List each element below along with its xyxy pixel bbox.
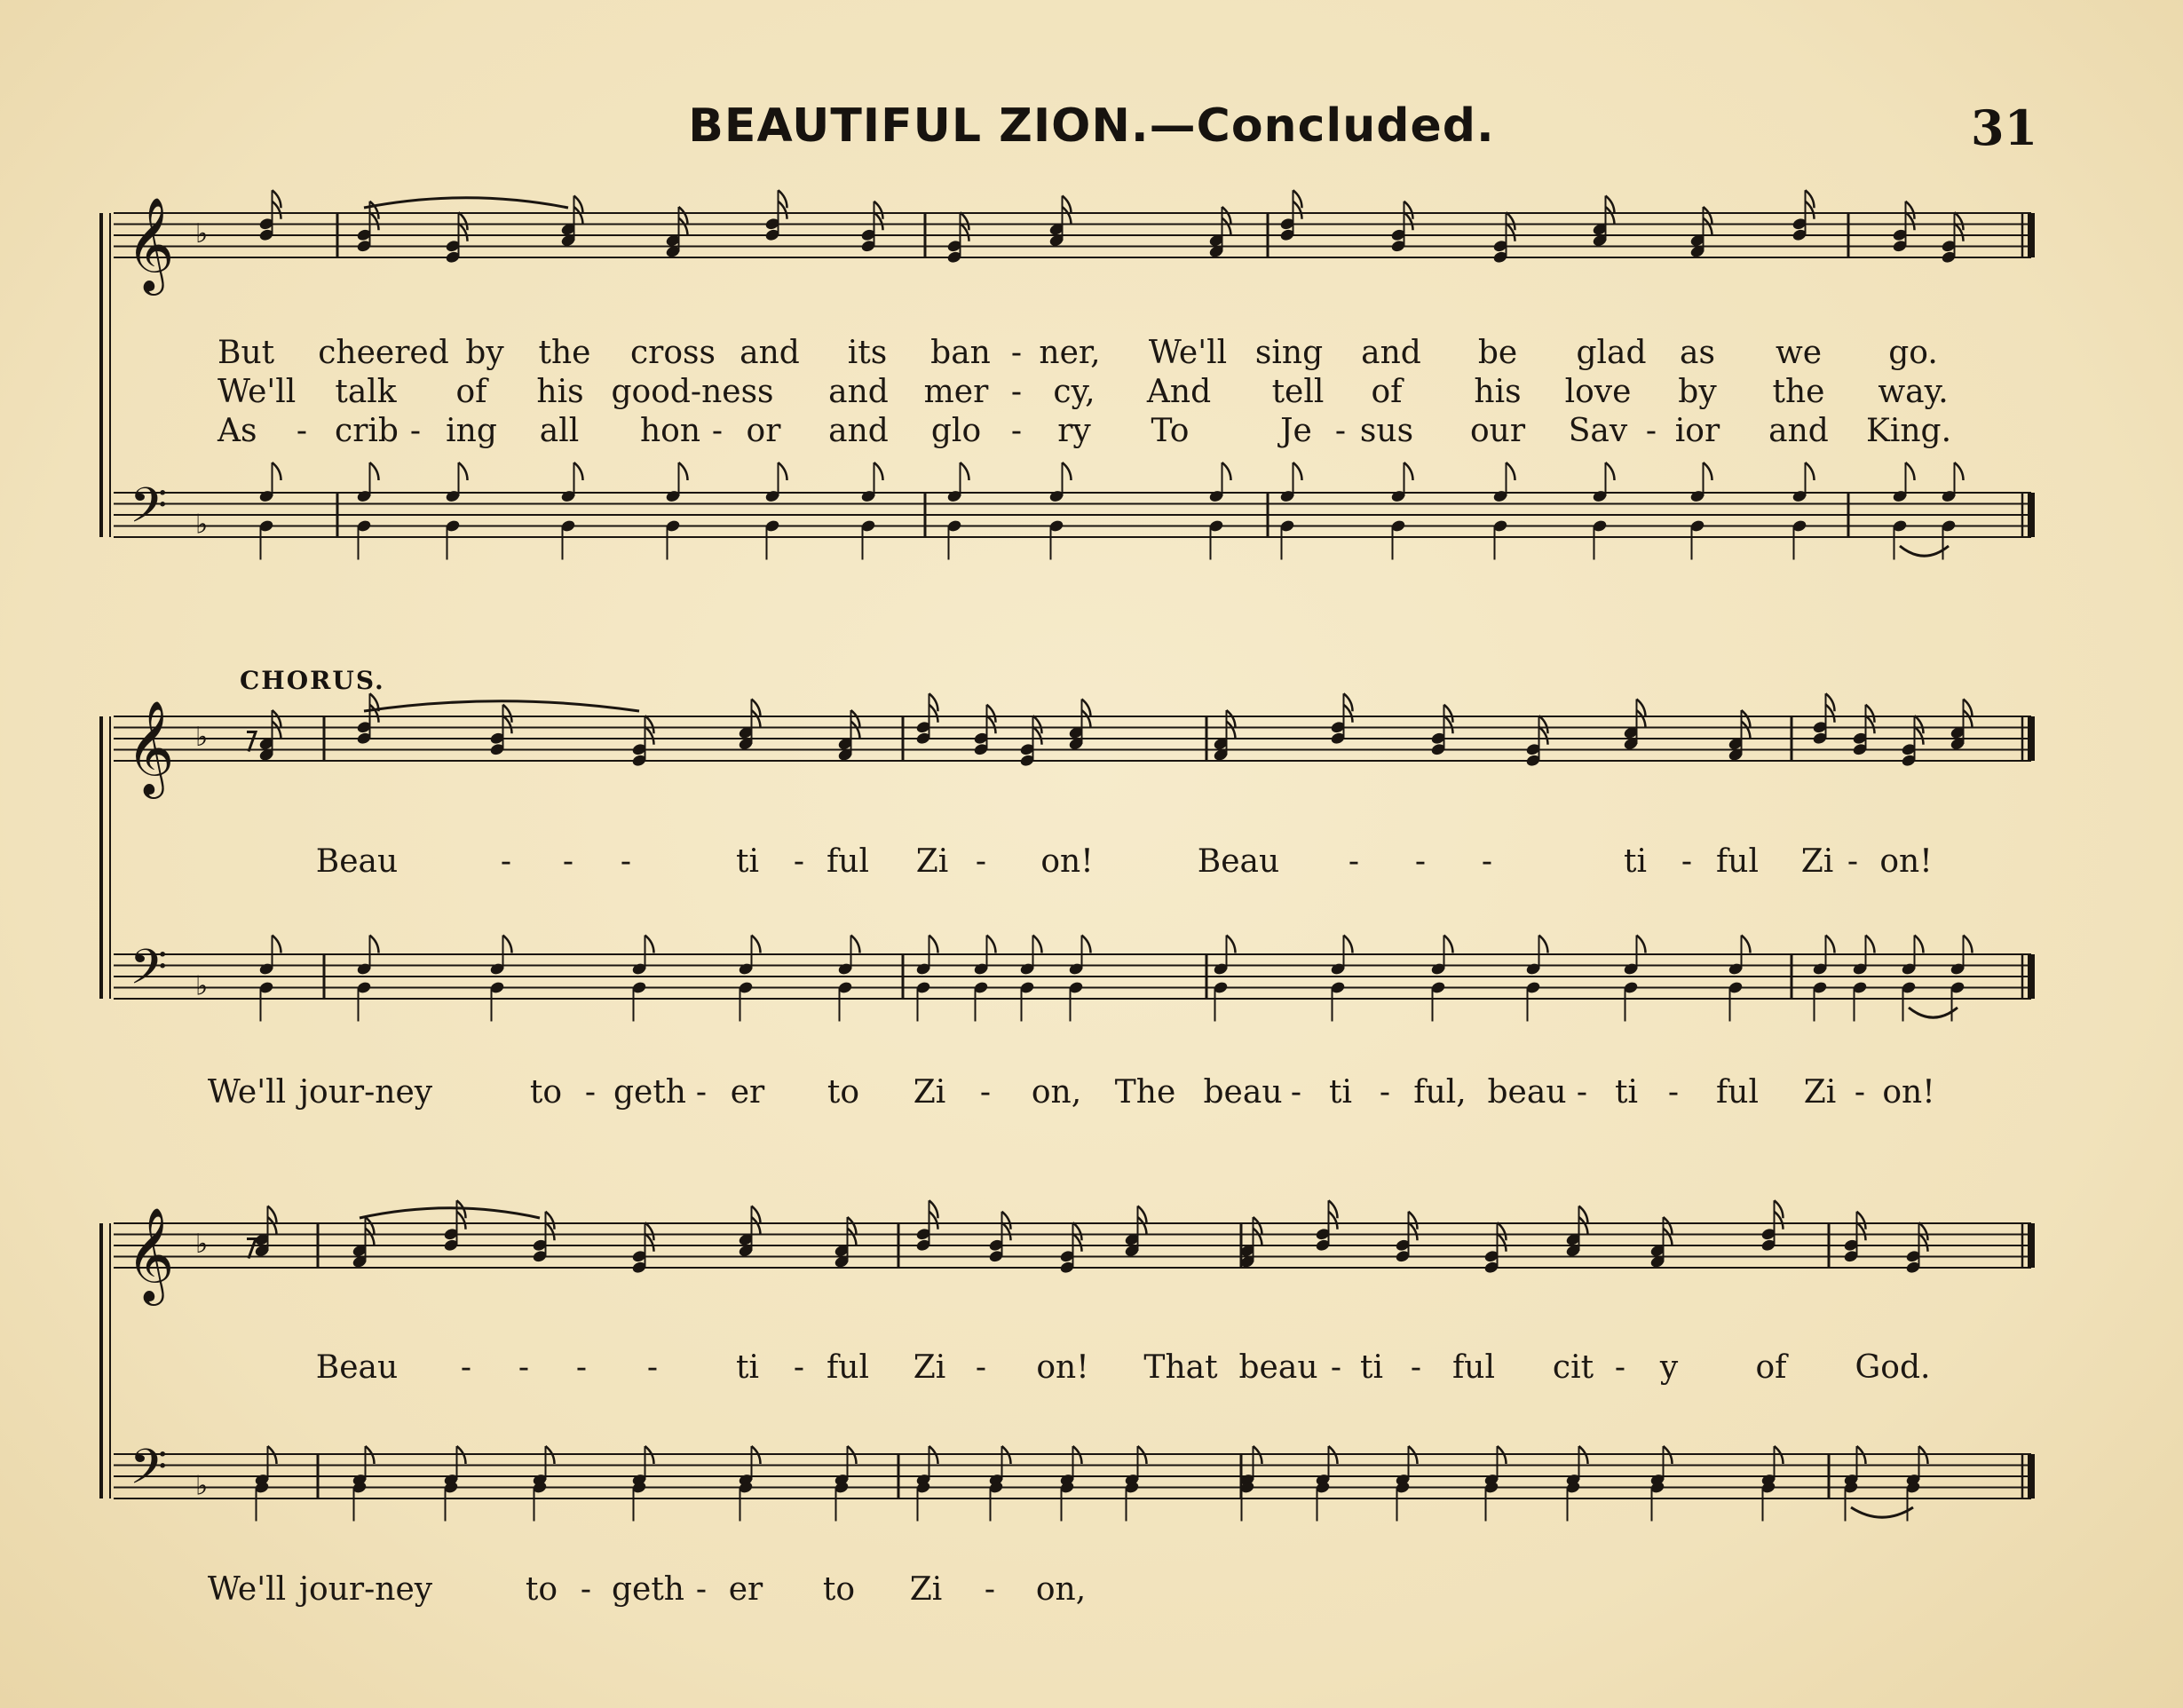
lyric-syllable: Zi bbox=[913, 1074, 946, 1111]
lyric-syllable: We'll bbox=[207, 1074, 287, 1111]
lyric-syllable: his bbox=[536, 374, 584, 410]
lyric-syllable: The bbox=[1114, 1074, 1176, 1111]
tie bbox=[364, 198, 568, 208]
tie bbox=[1909, 1008, 1958, 1017]
note-flag bbox=[1404, 463, 1413, 480]
note-flag bbox=[1742, 936, 1751, 953]
lyric-syllable: ti bbox=[1624, 843, 1647, 880]
lyric-syllable: We'll bbox=[218, 374, 297, 410]
note-flag bbox=[1637, 936, 1646, 953]
lyric-syllable: - bbox=[562, 843, 574, 880]
lyric-syllable: Zi bbox=[1800, 843, 1834, 880]
note-flag bbox=[874, 463, 883, 480]
lyric-syllable: ti bbox=[1615, 1074, 1638, 1111]
lyric-syllable: - bbox=[1667, 1074, 1680, 1111]
lyric-syllable: - bbox=[979, 1074, 992, 1111]
lyric-syllable: - bbox=[1010, 374, 1023, 410]
lyric-syllable: - bbox=[1847, 843, 1859, 880]
bass-clef: 𝄢 bbox=[130, 1438, 168, 1507]
lyric-syllable: y bbox=[1659, 1349, 1679, 1386]
lyric-syllable: - bbox=[711, 413, 724, 449]
lyric-syllable: ful bbox=[1715, 1074, 1760, 1111]
lyric-syllable: - bbox=[409, 413, 422, 449]
treble-clef: 𝄞 bbox=[126, 196, 175, 291]
lyric-syllable: ful bbox=[1451, 1349, 1496, 1386]
flat-sign: ♭ bbox=[195, 970, 209, 1002]
lyric-syllable: to bbox=[529, 1074, 563, 1111]
lyric-syllable: hon bbox=[639, 413, 701, 449]
lyric-syllable: glad bbox=[1576, 335, 1647, 371]
note-flag bbox=[929, 936, 938, 953]
note-flag bbox=[1082, 936, 1091, 953]
lyric-syllable: We'll bbox=[1148, 335, 1228, 371]
lyric-syllable: - bbox=[975, 843, 987, 880]
lyric-syllable: King. bbox=[1865, 413, 1952, 449]
note-flag bbox=[1293, 463, 1302, 480]
lyric-syllable: cheered bbox=[318, 335, 449, 371]
lyric-syllable: geth bbox=[613, 1074, 687, 1111]
lyric-syllable: - bbox=[296, 413, 308, 449]
lyric-syllable: on! bbox=[1879, 843, 1933, 880]
note-flag bbox=[1444, 936, 1453, 953]
lyric-syllable: - bbox=[1481, 843, 1493, 880]
lyric-syllable: - bbox=[1010, 335, 1023, 371]
note-flag bbox=[679, 463, 688, 480]
lyric-syllable: beau bbox=[1203, 1074, 1283, 1111]
lyric-syllable: Beau bbox=[1197, 843, 1280, 880]
lyric-syllable: to bbox=[827, 1074, 860, 1111]
note-flag bbox=[1955, 463, 1964, 480]
note-flag bbox=[1704, 463, 1712, 480]
tie bbox=[1851, 1507, 1913, 1517]
lyric-syllable: ior bbox=[1674, 413, 1720, 449]
note-flag bbox=[1063, 463, 1072, 480]
lyric-syllable: Je bbox=[1280, 413, 1312, 449]
note-flag bbox=[1344, 936, 1353, 953]
lyric-syllable: go. bbox=[1888, 335, 1938, 371]
lyric-syllable: Sav bbox=[1568, 413, 1628, 449]
lyric-syllable: - bbox=[1410, 1349, 1422, 1386]
lyric-syllable: beau bbox=[1238, 1349, 1318, 1386]
lyric-syllable: - bbox=[620, 843, 632, 880]
note-flag bbox=[459, 463, 468, 480]
lyric-syllable: ful bbox=[826, 1349, 870, 1386]
eighth-rest bbox=[247, 1239, 256, 1259]
lyric-syllable: jour-ney bbox=[298, 1571, 433, 1608]
lyric-syllable: be bbox=[1477, 335, 1518, 371]
lyric-syllable: Beau bbox=[315, 1349, 399, 1386]
lyric-syllable: good-ness bbox=[611, 374, 774, 410]
lyric-syllable: - bbox=[1010, 413, 1023, 449]
lyric-syllable: sing bbox=[1254, 335, 1324, 371]
lyric-syllable: and bbox=[1768, 413, 1829, 449]
lyric-syllable: - bbox=[1614, 1349, 1626, 1386]
lyric-syllable: Zi bbox=[913, 1349, 946, 1386]
lyric-syllable: and bbox=[828, 413, 889, 449]
lyric-syllable: That bbox=[1143, 1349, 1218, 1386]
lyric-syllable: ti bbox=[1360, 1349, 1383, 1386]
lyric-syllable: - bbox=[1645, 413, 1657, 449]
lyric-syllable: and bbox=[1361, 335, 1421, 371]
note-flag bbox=[273, 936, 281, 953]
lyric-syllable: ban bbox=[930, 335, 991, 371]
note-flag bbox=[645, 936, 654, 953]
lyric-syllable: - bbox=[1854, 1074, 1866, 1111]
lyric-syllable: talk bbox=[335, 374, 397, 410]
lyric-syllable: its bbox=[847, 335, 888, 371]
lyric-syllable: of bbox=[455, 374, 487, 410]
lyric-syllable: - bbox=[695, 1074, 708, 1111]
lyric-syllable: ner, bbox=[1039, 335, 1101, 371]
lyric-syllable: of bbox=[1755, 1349, 1787, 1386]
bass-clef: 𝄢 bbox=[130, 938, 168, 1008]
note-flag bbox=[987, 936, 996, 953]
lyric-syllable: cit bbox=[1552, 1349, 1594, 1386]
note-flag bbox=[1222, 463, 1231, 480]
note-flag bbox=[574, 463, 583, 480]
lyric-syllable: ry bbox=[1057, 413, 1091, 449]
lyric-syllable: ful bbox=[826, 843, 870, 880]
lyric-syllable: - bbox=[793, 843, 805, 880]
tie bbox=[360, 1208, 540, 1218]
lyric-syllable: on! bbox=[1882, 1074, 1935, 1111]
note-flag bbox=[752, 936, 761, 953]
lyric-syllable: - bbox=[1290, 1074, 1302, 1111]
lyric-syllable: tell bbox=[1271, 374, 1325, 410]
tie bbox=[1900, 546, 1949, 556]
lyric-syllable: ful, bbox=[1413, 1074, 1467, 1111]
lyric-syllable: sus bbox=[1359, 413, 1414, 449]
lyric-syllable: all bbox=[539, 413, 580, 449]
lyric-syllable: beau bbox=[1487, 1074, 1567, 1111]
note-flag bbox=[273, 463, 281, 480]
lyric-syllable: crib bbox=[335, 413, 399, 449]
lyric-syllable: we bbox=[1775, 335, 1823, 371]
note-flag bbox=[370, 463, 379, 480]
lyric-syllable: Zi bbox=[915, 843, 949, 880]
treble-clef: 𝄞 bbox=[126, 1206, 175, 1301]
flat-sign: ♭ bbox=[195, 722, 209, 753]
lyric-syllable: the bbox=[1772, 374, 1825, 410]
note-flag bbox=[1964, 936, 1973, 953]
lyric-syllable: by bbox=[465, 335, 504, 371]
note-flag bbox=[1906, 463, 1915, 480]
lyric-syllable: - bbox=[460, 1349, 472, 1386]
note-flag bbox=[1606, 463, 1615, 480]
flat-sign: ♭ bbox=[195, 1470, 209, 1502]
page-number: 31 bbox=[1971, 99, 2038, 156]
lyric-syllable: ti bbox=[1329, 1074, 1352, 1111]
note-flag bbox=[851, 936, 860, 953]
lyric-syllable: to bbox=[525, 1571, 558, 1608]
lyric-syllable: er bbox=[730, 1074, 765, 1111]
note-flag bbox=[1866, 936, 1875, 953]
lyric-syllable: our bbox=[1469, 413, 1526, 449]
lyric-syllable: - bbox=[575, 1349, 588, 1386]
lyric-syllable: cross bbox=[630, 335, 716, 371]
lyric-syllable: on, bbox=[1031, 1074, 1082, 1111]
lyric-syllable: - bbox=[1379, 1074, 1391, 1111]
lyric-syllable: or bbox=[746, 413, 781, 449]
lyric-syllable: jour-ney bbox=[298, 1074, 433, 1111]
lyric-syllable: - bbox=[975, 1349, 987, 1386]
lyric-syllable: to bbox=[822, 1571, 856, 1608]
lyric-syllable: But bbox=[218, 335, 275, 371]
note-flag bbox=[1227, 936, 1236, 953]
lyric-syllable: love bbox=[1564, 374, 1632, 410]
lyric-syllable: - bbox=[1334, 413, 1347, 449]
note-flag bbox=[503, 936, 512, 953]
lyric-syllable: the bbox=[538, 335, 591, 371]
lyric-syllable: - bbox=[793, 1349, 805, 1386]
lyric-syllable: - bbox=[646, 1349, 659, 1386]
lyric-syllable: And bbox=[1146, 374, 1212, 410]
lyric-syllable: - bbox=[518, 1349, 530, 1386]
lyric-syllable: glo bbox=[930, 413, 982, 449]
lyric-syllable: As bbox=[218, 413, 257, 449]
lyric-syllable: - bbox=[500, 843, 512, 880]
lyric-syllable: er bbox=[728, 1571, 763, 1608]
lyric-syllable: ful bbox=[1715, 843, 1760, 880]
treble-clef: 𝄞 bbox=[126, 700, 175, 795]
page-title: BEAUTIFUL ZION.—Concluded. bbox=[688, 99, 1495, 153]
lyric-syllable: - bbox=[1576, 1074, 1588, 1111]
bass-clef: 𝄢 bbox=[130, 477, 168, 546]
note-flag bbox=[370, 936, 379, 953]
note-flag bbox=[1539, 936, 1548, 953]
lyric-syllable: cy, bbox=[1053, 374, 1095, 410]
lyric-syllable: ti bbox=[736, 1349, 759, 1386]
lyric-syllable: - bbox=[580, 1571, 592, 1608]
lyric-syllable: - bbox=[984, 1571, 996, 1608]
lyric-syllable: on! bbox=[1040, 843, 1094, 880]
lyric-syllable: - bbox=[695, 1571, 708, 1608]
lyric-syllable: of bbox=[1371, 374, 1403, 410]
note-flag bbox=[1806, 463, 1815, 480]
flat-sign: ♭ bbox=[195, 218, 209, 249]
lyric-syllable: on, bbox=[1035, 1571, 1087, 1608]
lyric-syllable: Beau bbox=[315, 843, 399, 880]
lyric-syllable: God. bbox=[1855, 1349, 1931, 1386]
lyric-syllable: mer bbox=[923, 374, 989, 410]
lyric-syllable: and bbox=[740, 335, 800, 371]
lyric-syllable: To bbox=[1151, 413, 1190, 449]
lyric-syllable: - bbox=[1330, 1349, 1342, 1386]
note-flag bbox=[961, 463, 969, 480]
lyric-syllable: ing bbox=[446, 413, 497, 449]
lyric-syllable: as bbox=[1680, 335, 1715, 371]
lyric-syllable: Zi bbox=[909, 1571, 943, 1608]
lyric-syllable: on! bbox=[1036, 1349, 1089, 1386]
lyric-syllable: Zi bbox=[1803, 1074, 1837, 1111]
lyric-syllable: and bbox=[828, 374, 889, 410]
chorus-label: CHORUS. bbox=[240, 666, 385, 695]
tie bbox=[364, 701, 639, 711]
flat-sign: ♭ bbox=[195, 1229, 209, 1260]
note-flag bbox=[1915, 936, 1924, 953]
lyric-syllable: by bbox=[1678, 374, 1717, 410]
note-flag bbox=[1033, 936, 1042, 953]
lyric-syllable: geth bbox=[611, 1571, 685, 1608]
note-flag bbox=[1507, 463, 1515, 480]
eighth-rest bbox=[247, 732, 256, 752]
lyric-syllable: way. bbox=[1878, 374, 1949, 410]
note-flag bbox=[1826, 936, 1835, 953]
lyric-syllable: We'll bbox=[207, 1571, 287, 1608]
lyric-syllable: - bbox=[1348, 843, 1360, 880]
lyric-syllable: - bbox=[1414, 843, 1427, 880]
lyric-syllable: - bbox=[584, 1074, 597, 1111]
lyric-syllable: - bbox=[1681, 843, 1693, 880]
lyric-syllable: his bbox=[1474, 374, 1522, 410]
flat-sign: ♭ bbox=[195, 509, 209, 541]
lyric-syllable: ti bbox=[736, 843, 759, 880]
note-flag bbox=[779, 463, 787, 480]
